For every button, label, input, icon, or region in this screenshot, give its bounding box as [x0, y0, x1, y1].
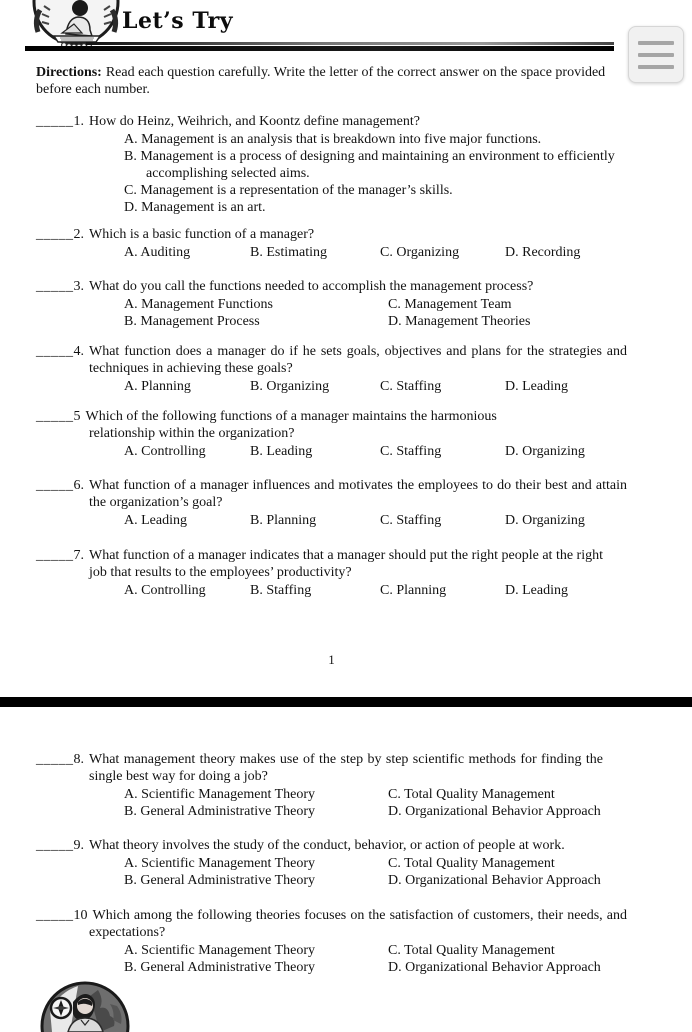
option-d: D. Organizing: [505, 444, 585, 459]
options-grid: [36, 296, 627, 330]
option-c: C. Planning: [380, 583, 447, 598]
question-8: [36, 751, 627, 820]
question-text: Which is a basic function of a manager?: [89, 227, 315, 242]
answer-blank: _____: [36, 908, 74, 923]
question-number: 5: [73, 409, 81, 424]
option-d: D. Organizational Behavior Approach: [388, 804, 601, 819]
option-a: A. Scientific Management Theory: [124, 856, 316, 871]
option-b: B. General Administrative Theory: [124, 873, 316, 888]
options-grid: [36, 942, 627, 976]
question-10: [36, 907, 627, 976]
header: [0, 0, 692, 52]
option-d: D. Organizing: [505, 513, 585, 528]
option-c: C. Staffing: [380, 444, 442, 459]
option-b: B. General Administrative Theory: [124, 804, 316, 819]
question-text: What do you call the functions needed to accomplish the management process?: [89, 279, 534, 294]
option-d: D. Organizational Behavior Approach: [388, 873, 601, 888]
question-number: 4.: [73, 344, 84, 359]
question-number: 1.: [73, 114, 84, 129]
question-text: What function of a manager influences and motivates the employees to do their best and attain the organization’s goal?: [89, 478, 627, 510]
option-b: B. Staffing: [250, 583, 312, 598]
header-rule-thin: [86, 42, 614, 45]
directions: [36, 64, 627, 98]
option-d: D. Management is an art.: [124, 200, 266, 215]
options-row: [36, 378, 627, 395]
option-c: C. Management Team: [388, 297, 512, 312]
options-row: [36, 582, 627, 599]
question-2: [36, 226, 627, 261]
page-title: Let’s Try: [122, 8, 233, 34]
question-6: [36, 477, 627, 529]
question-4-line: [36, 343, 627, 377]
question-9-line: [36, 837, 627, 854]
question-text: What theory involves the study of the conduct, behavior, or action of people at work.: [89, 838, 565, 853]
option-c: C. Staffing: [380, 513, 442, 528]
question-text: What function does a manager do if he sets goals, objectives and plans for the strategies and techniques in achieving these goals?: [89, 344, 627, 376]
directions-label: Directions:: [36, 65, 102, 80]
option-b: B. Management Process: [124, 314, 260, 329]
question-text: Which among the following theories focuses on the satisfaction of customers, their needs, and expectations?: [89, 908, 627, 940]
question-number: 6.: [73, 478, 84, 493]
page-divider: [0, 697, 692, 707]
page-number: 1: [328, 652, 335, 667]
option-c: C. Total Quality Management: [388, 943, 555, 958]
answer-blank: _____: [36, 227, 74, 242]
page-1-content: [0, 64, 692, 668]
question-3: [36, 278, 627, 330]
option-b: B. Planning: [250, 513, 317, 528]
option-b: B. Organizing: [250, 379, 330, 394]
question-1-line: [36, 113, 627, 130]
directions-text: Read each question carefully. Write the letter of the correct answer on the space provided before each number.: [36, 65, 606, 97]
option-d: D. Leading: [505, 583, 568, 598]
option-a: A. Auditing: [124, 245, 191, 260]
question-text: What management theory makes use of the step by step scientific methods for finding the single best way for doing a job?: [89, 752, 603, 784]
option-d: D. Recording: [505, 245, 581, 260]
option-a: A. Management is an analysis that is breakdown into five major functions.: [124, 132, 542, 147]
question-8-line: [36, 751, 627, 785]
question-10-line: [36, 907, 627, 941]
option-a: A. Scientific Management Theory: [124, 787, 316, 802]
question-3-line: [36, 278, 627, 295]
option-b: B. Estimating: [250, 245, 327, 260]
question-9: [36, 837, 627, 889]
options-grid: [36, 786, 627, 820]
question-2-line: [36, 226, 627, 243]
option-c: C. Management is a representation of the manager’s skills.: [124, 183, 453, 198]
answer-blank: _____: [36, 409, 74, 424]
option-a: A. Controlling: [124, 583, 206, 598]
question-text: How do Heinz, Weihrich, and Koontz define management?: [89, 114, 421, 129]
question-number: 10: [73, 908, 88, 923]
hamburger-menu-icon: [638, 65, 674, 69]
options-row: [36, 512, 627, 529]
question-5: [36, 408, 627, 460]
student-writing-badge-icon: [30, 0, 122, 48]
answer-blank: _____: [36, 114, 74, 129]
question-text: Which of the following functions of a manager maintains the harmonious relationship within the organization?: [85, 409, 497, 441]
option-c: C. Staffing: [380, 379, 442, 394]
question-number: 2.: [73, 227, 84, 242]
option-b: B. Leading: [250, 444, 313, 459]
answer-blank: _____: [36, 478, 74, 493]
option-a: A. Management Functions: [124, 297, 273, 312]
answer-blank: _____: [36, 548, 74, 563]
option-c: C. Total Quality Management: [388, 856, 555, 871]
explorer-compass-badge-icon: [40, 980, 130, 1032]
option-b: B. General Administrative Theory: [124, 960, 316, 975]
question-number: 9.: [73, 838, 84, 853]
menu-button[interactable]: [628, 26, 684, 83]
hamburger-menu-icon: [638, 53, 674, 57]
options-row: [36, 244, 627, 261]
page-2-content: [0, 751, 692, 976]
option-a: A. Controlling: [124, 444, 206, 459]
header-rule-thick: [25, 46, 614, 51]
question-4: [36, 343, 627, 395]
question-number: 3.: [73, 279, 84, 294]
answer-blank: _____: [36, 344, 74, 359]
question-6-line: [36, 477, 627, 511]
question-7: [36, 547, 627, 599]
question-number: 8.: [73, 752, 84, 767]
question-text: What function of a manager indicates that a manager should put the right people at the right job that results to the employees’ productivity?: [89, 548, 603, 580]
question-5-line: [36, 408, 627, 442]
option-d: D. Organizational Behavior Approach: [388, 960, 601, 975]
option-a: A. Scientific Management Theory: [124, 943, 316, 958]
hamburger-menu-icon: [638, 41, 674, 45]
option-a: A. Planning: [124, 379, 191, 394]
answer-blank: _____: [36, 752, 74, 767]
option-b: B. Management is a process of designing and maintaining an environment to efficiently accomplishing selected aims.: [124, 149, 615, 181]
question-1: [36, 113, 627, 216]
question-7-line: [36, 547, 627, 581]
options-grid: [36, 855, 627, 889]
option-c: C. Total Quality Management: [388, 787, 555, 802]
answer-blank: _____: [36, 838, 74, 853]
option-c: C. Organizing: [380, 245, 460, 260]
option-d: D. Leading: [505, 379, 568, 394]
question-number: 7.: [73, 548, 84, 563]
option-d: D. Management Theories: [388, 314, 531, 329]
option-a: A. Leading: [124, 513, 187, 528]
options-row: [36, 443, 627, 460]
answer-blank: _____: [36, 279, 74, 294]
